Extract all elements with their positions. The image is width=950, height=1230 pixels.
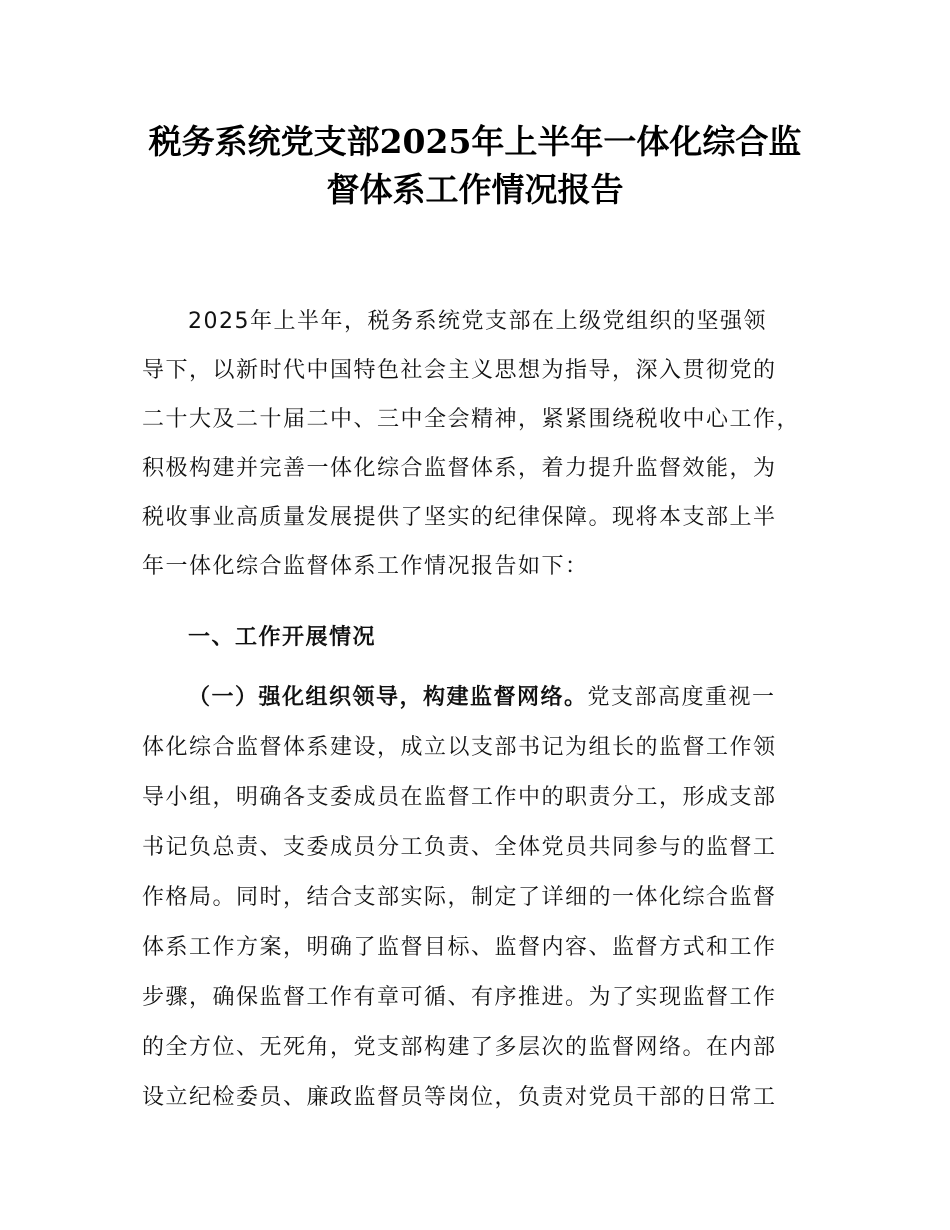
paragraph-line: 设立纪检委员、廉政监督员等岗位，负责对党员干部的日常工 xyxy=(142,1085,777,1110)
paragraph-line: 积极构建并完善一体化综合监督体系，着力提升监督效能，为 xyxy=(142,456,777,481)
paragraph-line: 年一体化综合监督体系工作情况报告如下： xyxy=(142,554,589,579)
paragraph-line: 步骤，确保监督工作有章可循、有序推进。为了实现监督工作 xyxy=(142,985,777,1010)
paragraph-line: 书记负总责、支委成员分工负责、全体党员共同参与的监督工 xyxy=(142,835,777,860)
section-heading: 一、工作开展情况 xyxy=(188,625,377,650)
paragraph-line: 的全方位、无死角，党支部构建了多层次的监督网络。在内部 xyxy=(142,1035,777,1060)
subsection-lead: （一）强化组织领导，构建监督网络。 xyxy=(188,685,588,710)
paragraph-line: 税收事业高质量发展提供了坚实的纪律保障。现将本支部上半 xyxy=(142,505,777,530)
paragraph-line: 导下，以新时代中国特色社会主义思想为指导，深入贯彻党的 xyxy=(142,358,777,383)
paragraph-line: 体系工作方案，明确了监督目标、监督内容、监督方式和工作 xyxy=(142,935,777,960)
document-title-line-1: 税务系统党支部2025年上半年一体化综合监 xyxy=(148,122,802,161)
paragraph-line: 2025年上半年，税务系统党支部在上级党组织的坚强领 xyxy=(188,309,767,334)
paragraph-line: 导小组，明确各支委成员在监督工作中的职责分工，形成支部 xyxy=(142,785,777,810)
paragraph-line: 二十大及二十届二中、三中全会精神，紧紧围绕税收中心工作， xyxy=(142,407,801,432)
paragraph-line: 作格局。同时，结合支部实际，制定了详细的一体化综合监督 xyxy=(142,885,777,910)
subsection-first-line-rest: 党支部高度重视一 xyxy=(587,685,776,710)
subsection-first-line xyxy=(142,673,776,723)
document-title-line-2: 督体系工作情况报告 xyxy=(326,170,624,209)
paragraph-line: 体化综合监督体系建设，成立以支部书记为组长的监督工作领 xyxy=(142,735,777,760)
